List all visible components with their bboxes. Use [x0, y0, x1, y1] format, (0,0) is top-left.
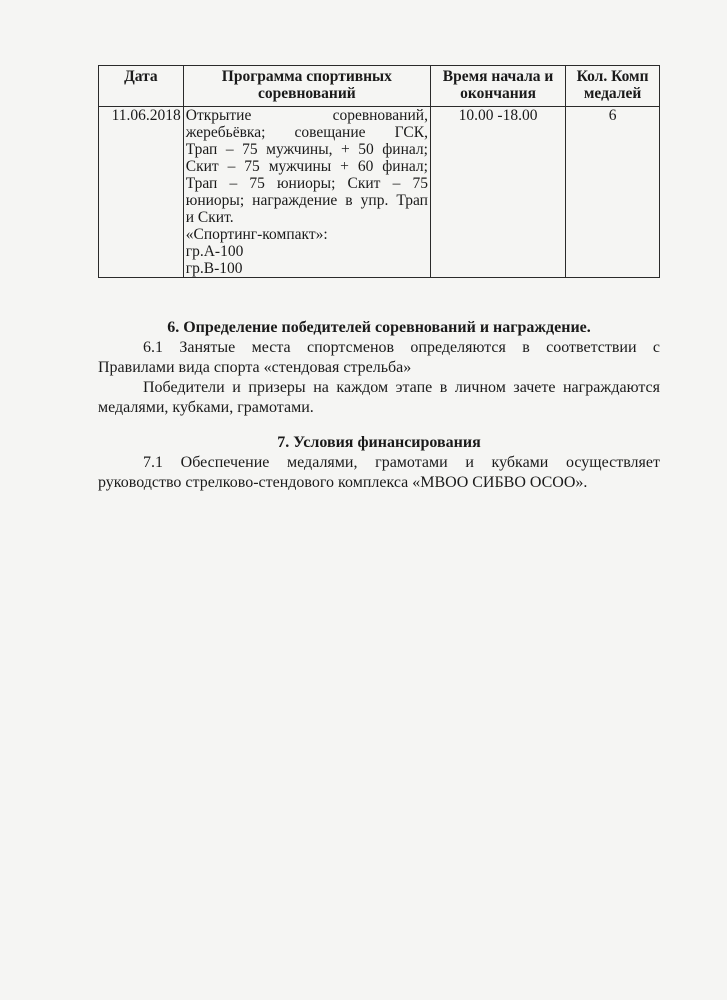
section-6-p2-line1: Победители и призеры на каждом этапе в личном зачете награждаются	[143, 379, 660, 396]
section-6-p1-line1: 6.1 Занятые места спортсменов определяются в соответствии с	[143, 339, 660, 356]
header-medals-line1: Кол. Комп	[576, 68, 649, 85]
section-7-paragraph-1	[98, 453, 660, 493]
header-date	[99, 66, 184, 107]
program-line: юниоры; награждение в упр. Трап	[185, 192, 428, 209]
header-time	[430, 66, 565, 107]
header-medals-line2: медалей	[583, 85, 642, 102]
cell-date: 11.06.2018	[99, 107, 184, 278]
program-line: «Спортинг-компакт»:	[185, 226, 328, 243]
table-header-row	[99, 66, 660, 107]
section-6-title: 6. Определение победителей соревнований и награждение.	[167, 319, 591, 336]
header-time-line2: окончания	[460, 85, 536, 102]
header-medals	[566, 66, 660, 107]
section-7-p1-line1: 7.1 Обеспечение медалями, грамотами и кубками осуществляет	[143, 454, 660, 471]
header-program-line2: соревнований	[257, 85, 356, 102]
competition-schedule-table	[98, 65, 660, 278]
table-row	[99, 107, 660, 278]
program-line: жеребьёвка; совещание ГСК,	[185, 124, 428, 141]
section-6-p2-line2: медалями, кубками, грамотами.	[98, 399, 314, 416]
section-6-paragraph-1	[98, 338, 660, 378]
header-date-label: Дата	[124, 68, 158, 85]
header-time-line1: Время начала и	[442, 68, 554, 85]
section-6-p1-line2: Правилами вида спорта «стендовая стрельба»	[98, 359, 412, 376]
section-7-title: 7. Условия финансирования	[277, 434, 481, 451]
program-line: гр.В-100	[185, 260, 243, 277]
program-line: Скит – 75 мужчины + 60 финал;	[185, 158, 428, 175]
program-line: Трап – 75 мужчины, + 50 финал;	[185, 141, 428, 158]
program-line: Трап – 75 юниоры; Скит – 75	[185, 175, 428, 192]
program-line: Открытие соревнований,	[185, 107, 428, 124]
header-program-line1: Программа спортивных	[221, 68, 392, 85]
cell-program	[183, 107, 430, 278]
cell-medals: 6	[566, 107, 660, 278]
header-program	[183, 66, 430, 107]
program-line: гр.А-100	[185, 243, 244, 260]
cell-time: 10.00 -18.00	[430, 107, 565, 278]
section-6-paragraph-2	[98, 378, 660, 418]
section-7-p1-line2: руководство стрелково-стендового комплекса «МВОО СИБВО ОСОО».	[98, 474, 588, 491]
program-line: и Скит.	[185, 209, 234, 226]
